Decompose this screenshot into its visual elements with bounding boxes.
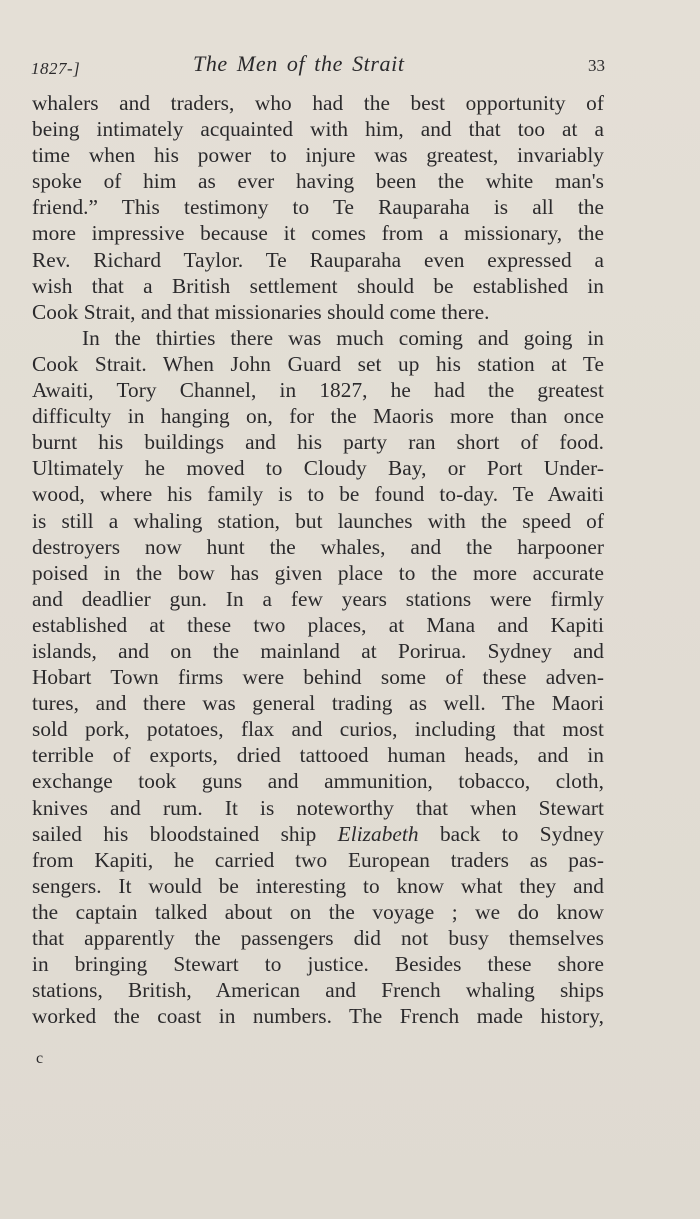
text-line: is still a whaling station, but launches with the speed of xyxy=(32,508,604,533)
text-line: Ultimately he moved to Cloudy Bay, or Port Under- xyxy=(32,456,604,481)
text-line: established at these two places, at Mana and Kapiti xyxy=(32,612,604,637)
text-line: tures, and there was general trading as well. The Maori xyxy=(32,691,604,716)
body-text xyxy=(32,90,604,1029)
running-head xyxy=(31,50,605,80)
text-line: stations, British, American and French whaling ships xyxy=(32,978,604,1003)
running-head-date: 1827-] xyxy=(31,59,81,78)
text-line: whalers and traders, who had the best opportunity of xyxy=(32,91,604,115)
text-line: being intimately acquainted with him, and that too at a xyxy=(32,117,604,142)
text-line: worked the coast in numbers. The French made history, xyxy=(32,1004,604,1029)
text-line: knives and rum. It is noteworthy that when Stewart xyxy=(32,795,604,820)
text-line: in bringing Stewart to justice. Besides these shore xyxy=(32,952,604,977)
text-line: time when his power to injure was greatest, invariably xyxy=(32,143,604,168)
text-line: spoke of him as ever having been the white man's xyxy=(32,169,604,194)
text-segment: sailed his bloodstained ship xyxy=(32,821,317,846)
text-line: from Kapiti, he carried two European traders as pas- xyxy=(32,847,604,872)
text-line: exchange took guns and ammunition, tobacco, cloth, xyxy=(32,769,604,794)
text-line: the captain talked about on the voyage ; we do know xyxy=(32,899,604,924)
running-head-title: The Men of the Strait xyxy=(193,51,405,76)
text-line: destroyers now hunt the whales, and the harpooner xyxy=(32,534,604,559)
text-line: difficulty in hanging on, for the Maoris more than once xyxy=(32,404,604,429)
text-line: more impressive because it comes from a missionary, the xyxy=(32,221,604,246)
text-line: islands, and on the mainland at Porirua. Sydney and xyxy=(32,638,604,663)
text-line: Awaiti, Tory Channel, in 1827, he had the greatest xyxy=(32,378,604,403)
text-line: and deadlier gun. In a few years stations were firmly xyxy=(32,586,604,611)
text-line: friend.” This testimony to Te Rauparaha is all the xyxy=(32,195,604,220)
text-line: wish that a British settlement should be established in xyxy=(32,273,604,298)
text-line: Cook Strait. When John Guard set up his station at Te xyxy=(32,351,604,376)
text-line: Hobart Town firms were behind some of these adven- xyxy=(32,665,604,690)
text-line: that apparently the passengers did not busy themselves xyxy=(32,926,604,950)
text-line: Rev. Richard Taylor. Te Rauparaha even expressed a xyxy=(32,247,604,272)
page-number: 33 xyxy=(588,56,605,75)
ship-name: Elizabeth xyxy=(337,821,419,846)
text-line-with-ship-name xyxy=(32,821,604,847)
text-line: sengers. It would be interesting to know what they and xyxy=(32,873,604,898)
text-segment: back to Sydney xyxy=(439,821,604,846)
text-line: burnt his buildings and his party ran short of food. xyxy=(32,430,604,455)
text-line: poised in the bow has given place to the more accurate xyxy=(32,560,604,585)
text-line: sold pork, potatoes, flax and curios, including that most xyxy=(32,717,604,742)
text-line: Cook Strait, and that missionaries should come there. xyxy=(32,299,490,324)
paragraph-first-line: In the thirties there was much coming and going in xyxy=(82,325,604,350)
signature-mark: c xyxy=(36,1050,44,1067)
text-line: terrible of exports, dried tattooed human heads, and in xyxy=(32,743,604,768)
text-line: wood, where his family is to be found to-day. Te Awaiti xyxy=(32,482,604,507)
